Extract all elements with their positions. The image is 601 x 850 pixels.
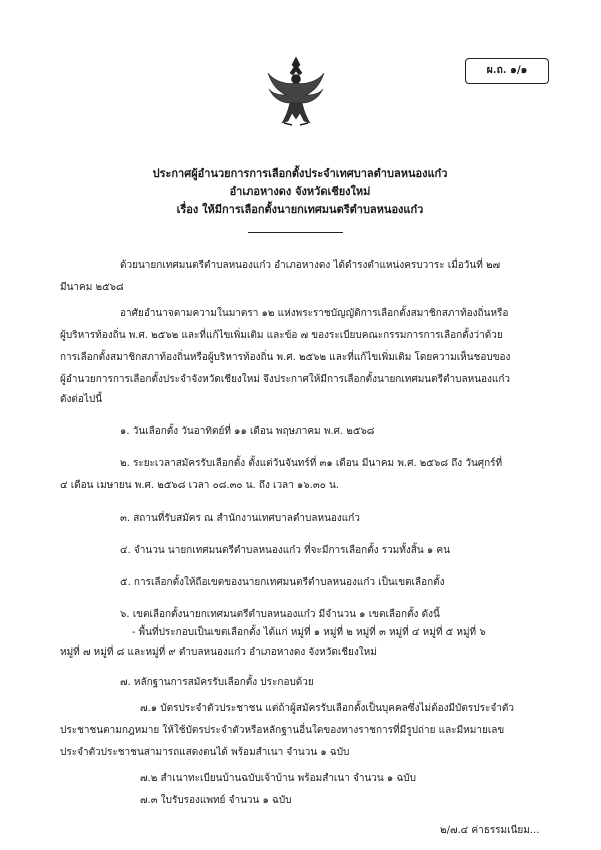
body-line: ดังต่อไปนี้ — [60, 394, 103, 405]
item-6: ๖. เขตเลือกตั้งนายกเทศมนตรีตำบลหนองแก๋ว มีจำนวน ๑ เขตเลือกตั้ง ดังนี้ — [120, 609, 440, 620]
item-7-1-continued: ประชาชนตามกฎหมาย ให้ใช้บัตรประจำตัวหรือหลักฐานอื่นใดของทางราชการที่มีรูปถ่าย และมีหมายเลข — [60, 725, 505, 736]
item-7-1-continued: ประจำตัวประชาชนสามารถแสดงตนได้ พร้อมสำเนา จำนวน ๑ ฉบับ — [60, 747, 350, 758]
item-2: ๒. ระยะเวลาสมัครรับเลือกตั้ง ตั้งแต่วันจันทร์ที่ ๓๑ เดือน มีนาคม พ.ศ. ๒๕๖๘ ถึง วันศุกร์ที่ — [120, 458, 503, 469]
body-line: ผู้บริหารท้องถิ่น พ.ศ. ๒๕๖๒ และที่แก้ไขเพิ่มเติม และข้อ ๗ ของระเบียบคณะกรรมการการเลือกตั้งว่าด้วย — [60, 330, 503, 341]
continuation-note: ๒/๗.๔ ค่าธรรมเนียม... — [440, 825, 540, 836]
item-7-2: ๗.๒ สำเนาทะเบียนบ้านฉบับเจ้าบ้าน พร้อมสำเนา จำนวน ๑ ฉบับ — [140, 773, 416, 784]
item-2-continued: ๔ เดือน เมษายน พ.ศ. ๒๕๖๘ เวลา ๐๘.๓๐ น. ถึง เวลา ๑๖.๓๐ น. — [60, 480, 339, 491]
item-1: ๑. วันเลือกตั้ง วันอาทิตย์ที่ ๑๑ เดือน พฤษภาคม พ.ศ. ๒๕๖๘ — [120, 426, 375, 437]
item-7-1: ๗.๑ บัตรประจำตัวประชาชน แต่ถ้าผู้สมัครรับเลือกตั้งเป็นบุคคลซึ่งไม่ต้องมีบัตรประจำตัว — [140, 703, 514, 714]
item-5: ๕. การเลือกตั้งให้ถือเขตของนายกเทศมนตรีตำบลหนองแก๋ว เป็นเขตเลือกตั้ง — [120, 577, 445, 588]
body-line: อาศัยอำนาจตามความในมาตรา ๑๒ แห่งพระราชบัญญัติการเลือกตั้งสมาชิกสภาท้องถิ่นหรือ — [120, 308, 509, 319]
body-line: ผู้อำนวยการการเลือกตั้งประจำจังหวัดเชียงใหม่ จึงประกาศให้มีการเลือกตั้งนายกเทศมนตรีตำบลหนองแก๋ว — [60, 374, 511, 385]
body-line: ด้วยนายกเทศมนตรีตำบลหนองแก๋ว อำเภอหางดง ได้ดำรงตำแหน่งครบวาระ เมื่อวันที่ ๒๗ — [120, 260, 501, 271]
document-code-box: ผ.ถ. ๑/๑ — [465, 58, 549, 84]
title-underline — [248, 232, 343, 233]
body-line: การเลือกตั้งสมาชิกสภาท้องถิ่นหรือผู้บริหารท้องถิ่น พ.ศ. ๒๕๖๒ และที่แก้ไขเพิ่มเติม โดยความเห็นชอบของ — [60, 352, 511, 363]
item-6-area-continued: หมู่ที่ ๗ หมู่ที่ ๘ และหมู่ที่ ๙ ตำบลหนองแก๋ว อำเภอหางดง จังหวัดเชียงใหม่ — [60, 647, 377, 658]
subject-line: เรื่อง ให้มีการเลือกตั้งนายกเทศมนตรีตำบลหนองแก๋ว — [176, 203, 424, 216]
item-6-area: - พื้นที่ประกอบเป็นเขตเลือกตั้ง ได้แก่ หมู่ที่ ๑ หมู่ที่ ๒ หมู่ที่ ๓ หมู่ที่ ๔ หมู่ที่ ๕ หมู่ที่ ๖ — [132, 627, 486, 638]
item-4: ๔. จำนวน นายกเทศมนตรีตำบลหนองแก๋ว ที่จะมีการเลือกตั้ง รวมทั้งสิ้น ๑ คน — [120, 545, 450, 556]
garuda-emblem-icon — [266, 55, 326, 127]
item-3: ๓. สถานที่รับสมัคร ณ สำนักงานเทศบาลตำบลหนองแก๋ว — [120, 513, 360, 524]
item-7-3: ๗.๓ ใบรับรองแพทย์ จำนวน ๑ ฉบับ — [140, 795, 292, 806]
district-province-line: อำเภอหางดง จังหวัดเชียงใหม่ — [229, 185, 371, 198]
item-7: ๗. หลักฐานการสมัครรับเลือกตั้ง ประกอบด้วย — [120, 677, 314, 688]
announcement-title: ประกาศผู้อำนวยการการเลือกตั้งประจำเทศบาลตำบลหนองแก๋ว — [152, 167, 448, 180]
body-line: มีนาคม ๒๕๖๘ — [60, 282, 124, 293]
